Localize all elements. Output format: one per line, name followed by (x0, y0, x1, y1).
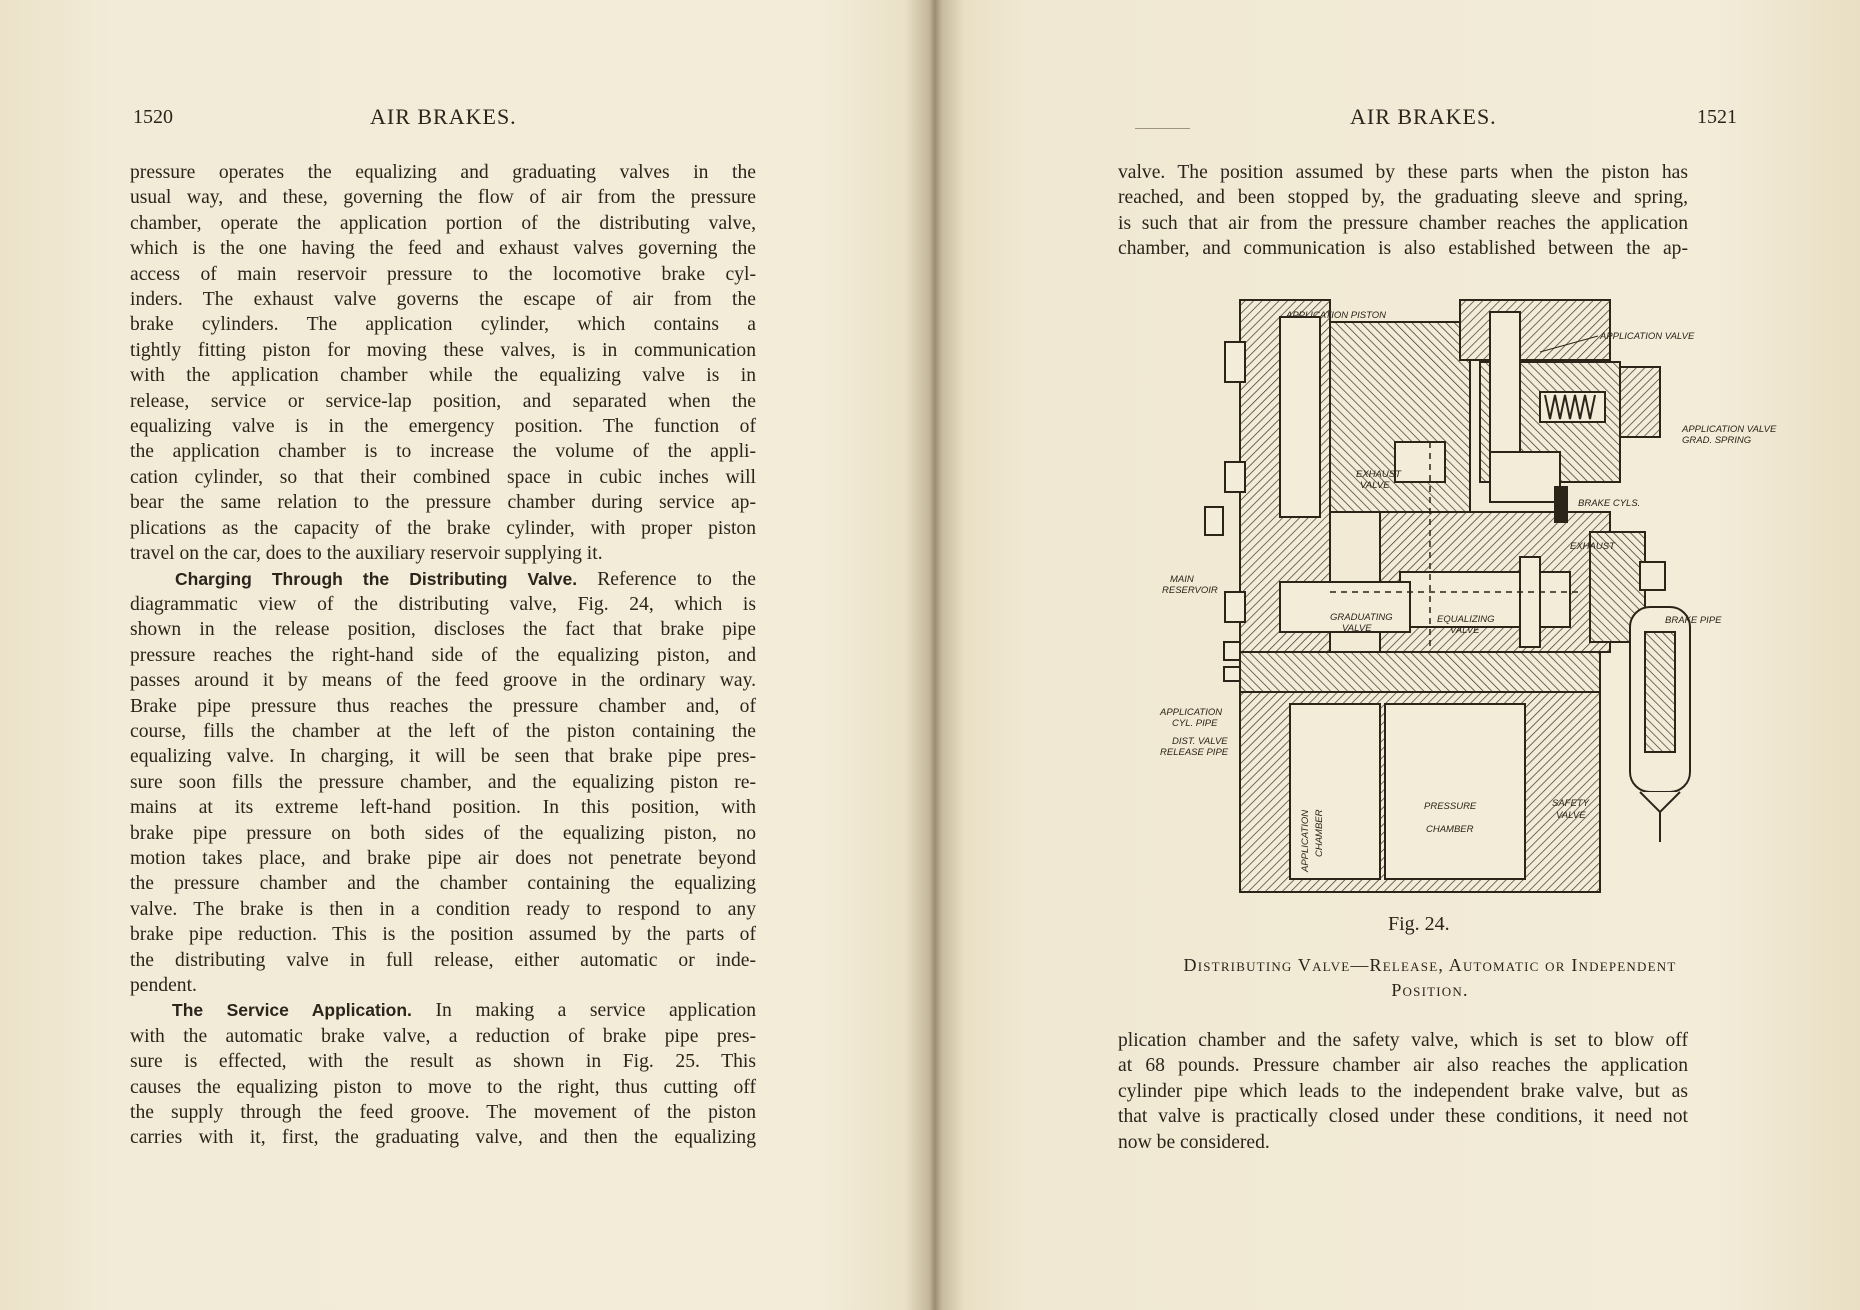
label-exhaust-valve-2: VALVE (1360, 480, 1390, 491)
text-line: passes around it by means of the feed groove in the ordinary way. (130, 670, 756, 692)
section-heading-line (130, 998, 756, 1023)
text-line: carries with it, first, the graduating valve, and then the equalizing (130, 1127, 756, 1149)
label-main-reservoir-2: RESERVOIR (1162, 585, 1218, 596)
left-running-head: AIR BRAKES. (370, 104, 517, 129)
text-line: sure soon fills the pressure chamber, and the equalizing piston re- (130, 771, 756, 793)
label-application-piston: APPLICATION PISTON (1286, 310, 1386, 321)
application-valve-stem (1490, 312, 1520, 452)
figure-number: Fig. 24. (1388, 913, 1450, 935)
right-running-head: AIR BRAKES. (1350, 104, 1497, 129)
label-graduating-valve-1: GRADUATING (1330, 612, 1393, 623)
label-exhaust-valve-1: EXHAUST (1356, 469, 1401, 480)
label-grad-spring-1: APPLICATION VALVE (1682, 424, 1777, 435)
text-line: cylinder pipe which leads to the independent brake valve, but as (1118, 1080, 1688, 1102)
label-app-cyl-pipe-1: APPLICATION (1160, 707, 1223, 718)
text-line: is such that air from the pressure chamber reaches the application (1118, 212, 1688, 234)
section-heading-line (130, 567, 756, 592)
lower-body (1240, 652, 1600, 692)
text-line: equalizing valve. In charging, it will be seen that brake pipe pres- (130, 746, 756, 768)
text-line: that valve is practically closed under these conditions, it need not (1118, 1106, 1688, 1128)
text-line: valve. The brake is then in a condition ready to respond to any (130, 898, 756, 920)
text-line: equalizing valve is in the emergency position. The function of (130, 416, 756, 438)
distributing-valve-diagram (1160, 292, 1777, 897)
label-exhaust: EXHAUST (1570, 541, 1615, 552)
right-top-text (1118, 160, 1688, 262)
section-heading-charging: Charging Through the Distributing Valve. (175, 568, 578, 589)
text-line: usual way, and these, governing the flow of air from the pressure (130, 187, 756, 209)
text-line: bear the same relation to the pressure chamber during service ap- (130, 492, 756, 514)
text-line: mains at its extreme left-hand position. In this position, with (130, 797, 756, 819)
text-line: tightly fitting piston for moving these valves, is in communication (130, 339, 756, 361)
text-run: Reference to the (597, 568, 756, 590)
text-line: sure is effected, with the result as shown in Fig. 25. This (130, 1051, 756, 1073)
label-pressure-chamber-1: PRESSURE (1424, 801, 1477, 812)
label-graduating-valve-2: VALVE (1342, 623, 1372, 634)
text-line: at 68 pounds. Pressure chamber air also reaches the application (1118, 1055, 1688, 1077)
application-piston-shape (1280, 317, 1320, 517)
pressure-chamber-shape (1385, 704, 1525, 879)
right-bottom-text (1118, 1028, 1688, 1155)
text-line: pendent. (130, 975, 197, 996)
text-line: travel on the car, does to the auxiliary reservoir supplying it. (130, 543, 603, 565)
right-cap (1620, 367, 1660, 437)
upper-body-section (1330, 322, 1470, 512)
label-app-cyl-pipe-2: CYL. PIPE (1172, 718, 1218, 729)
label-application-valve: APPLICATION VALVE (1600, 331, 1695, 342)
text-line: the supply through the feed groove. The movement of the piston (130, 1102, 756, 1124)
left-body-text (130, 160, 756, 1151)
text-line: the distributing valve in full release, either automatic or inde- (130, 949, 756, 971)
text-line: causes the equalizing piston to move to the right, thus cutting off (130, 1076, 756, 1098)
text-line: access of main reservoir pressure to the locomotive brake cyl- (130, 263, 756, 285)
text-line: plications as the capacity of the brake cylinder, with proper piston (130, 517, 756, 539)
text-line: plication chamber and the safety valve, which is set to blow off (1118, 1030, 1688, 1051)
text-line: inders. The exhaust valve governs the escape of air from the (130, 289, 756, 311)
text-run: In making a service application (435, 1000, 756, 1022)
text-line: which is the one having the feed and exhaust valves governing the (130, 238, 756, 260)
label-equalizing-valve-1: EQUALIZING (1437, 614, 1495, 625)
text-line: motion takes place, and brake pipe air does not penetrate beyond (130, 847, 756, 869)
label-grad-spring-2: GRAD. SPRING (1682, 435, 1752, 446)
top-cap (1460, 300, 1610, 360)
text-line: pressure reaches the right-hand side of the equalizing piston, and (130, 644, 756, 666)
text-line: brake pipe pressure on both sides of the equalizing piston, no (130, 822, 756, 844)
figure-caption-line-1: Distributing Valve—Release, Automatic or Independent (1183, 955, 1677, 975)
text-line: cation cylinder, so that their combined space in cubic inches will (130, 466, 756, 488)
text-line: the pressure chamber and the chamber containing the equalizing (130, 873, 756, 895)
right-page-number: 1521 (1697, 106, 1737, 128)
text-line: release, service or service-lap position, and separated when the (130, 390, 756, 412)
label-safety-valve-2: VALVE (1556, 810, 1586, 821)
label-application-chamber-2: CHAMBER (1314, 809, 1325, 857)
text-line: valve. The position assumed by these parts when the piston has (1118, 162, 1688, 183)
label-application-chamber-1: APPLICATION (1300, 809, 1311, 872)
label-safety-valve-1: SAFETY (1552, 798, 1589, 809)
text-line: Brake pipe pressure thus reaches the pressure chamber and, of (130, 695, 756, 717)
text-line: reached, and been stopped by, the graduating sleeve and spring, (1118, 187, 1688, 209)
text-line: brake pipe reduction. This is the position assumed by the parts of (130, 924, 756, 946)
text-line: now be considered. (1118, 1131, 1270, 1153)
left-page (0, 0, 920, 1310)
text-line: pressure operates the equalizing and graduating valves in the (130, 162, 756, 183)
text-line: with the automatic brake valve, a reduction of brake pipe pres- (130, 1025, 756, 1047)
text-line: shown in the release position, discloses the fact that brake pipe (130, 619, 756, 641)
label-dist-valve-2: RELEASE PIPE (1160, 747, 1229, 758)
figure-caption-line-2: Position. (1391, 980, 1469, 1000)
label-brake-pipe: BRAKE PIPE (1665, 615, 1722, 626)
header-rule-mark (1135, 128, 1190, 129)
text-line: diagrammatic view of the distributing valve, Fig. 24, which is (130, 593, 756, 615)
label-main-reservoir-1: MAIN (1170, 574, 1194, 585)
section-heading-service: The Service Application. (172, 1000, 412, 1021)
left-page-number: 1520 (133, 106, 173, 128)
text-line: course, fills the chamber at the left of the piston containing the (130, 720, 756, 742)
text-line: brake cylinders. The application cylinder, which contains a (130, 314, 756, 336)
text-line: chamber, and communication is also established between the ap- (1118, 238, 1688, 260)
label-pressure-chamber-2: CHAMBER (1426, 824, 1474, 835)
label-dist-valve-1: DIST. VALVE (1172, 736, 1228, 747)
label-brake-cyls: BRAKE CYLS. (1578, 498, 1641, 509)
text-line: the application chamber is to increase the volume of the appli- (130, 441, 756, 463)
text-line: chamber, operate the application portion of the distributing valve, (130, 212, 756, 234)
label-equalizing-valve-2: VALVE (1450, 625, 1480, 636)
text-line: with the application chamber while the equalizing valve is in (130, 365, 756, 387)
